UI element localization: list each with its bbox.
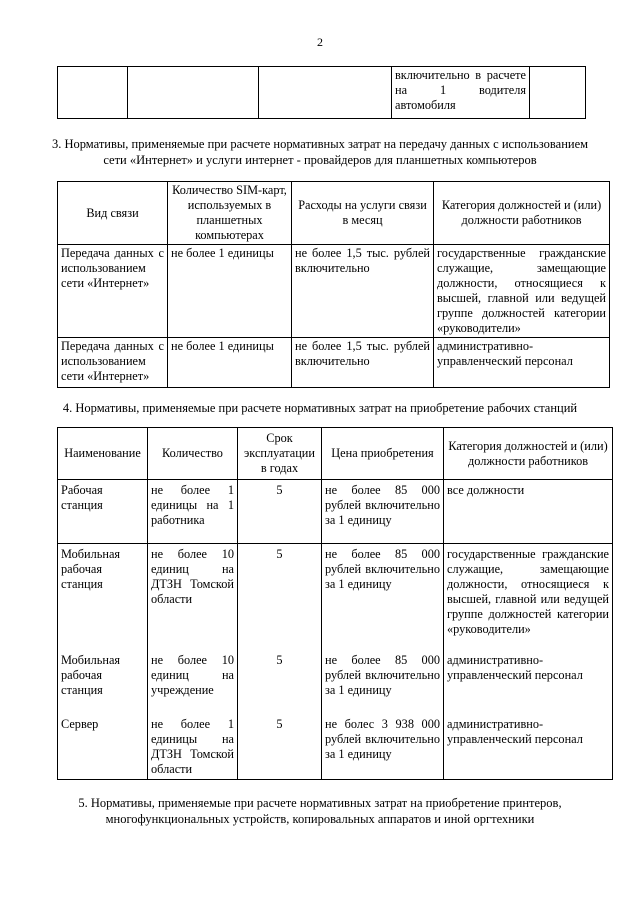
table-cell: не более 1 единицы на ДТЗН Томской области <box>148 716 238 780</box>
column-header: Количество SIM-карт, используемых в планшетных компьютерах <box>168 182 292 245</box>
table-cell: административно-управленческий персонал <box>444 652 613 716</box>
table-cell: не более 1 единицы на 1 работника <box>148 480 238 544</box>
table-cell: государственные гражданские служащие, замещающие должности, относящиеся к высшей, главной или ведущей группе должностей категории «руководители» <box>434 245 610 338</box>
table-cell: 5 <box>238 480 322 544</box>
table-cell: Сервер <box>58 716 148 780</box>
section4-table <box>57 427 613 780</box>
table-cell: включительно в расчете на 1 водителя автомобиля <box>392 67 530 119</box>
table-cell: не более 85 000 рублей включительно за 1 единицу <box>322 652 444 716</box>
section4-title: 4. Нормативы, применяемые при расчете нормативных затрат на приобретение рабочих станций <box>62 401 578 415</box>
table-cell: 5 <box>238 652 322 716</box>
table-cell: не более 85 000 рублей включительно за 1 единицу <box>322 480 444 544</box>
table-cell: Рабочая станция <box>58 480 148 544</box>
table-cell: административно-управленческий персонал <box>444 716 613 780</box>
table-cell: не более 1 единицы <box>168 245 292 338</box>
column-header: Категория должностей и (или) должности работников <box>434 182 610 245</box>
table-cell: все должности <box>444 480 613 544</box>
table-cell: не более 1 единицы <box>168 338 292 388</box>
table-cell: не более 10 единиц на ДТЗН Томской области <box>148 544 238 652</box>
column-header: Расходы на услуги связи в месяц <box>292 182 434 245</box>
table-cell: государственные гражданские служащие, замещающие должности, относящиеся к высшей, главной или ведущей группе должностей категории «руководители» <box>444 544 613 652</box>
table-cell: не более 10 единиц на учреждение <box>148 652 238 716</box>
table-cell <box>259 67 392 119</box>
table-cell: не более 1,5 тыс. рублей включительно <box>292 245 434 338</box>
table-cell: 5 <box>238 544 322 652</box>
column-header: Наименование <box>58 428 148 480</box>
table-cell: не более 1,5 тыс. рублей включительно <box>292 338 434 388</box>
column-header: Вид связи <box>58 182 168 245</box>
table-cell <box>128 67 259 119</box>
table-row <box>58 716 613 780</box>
table-row <box>58 338 610 388</box>
section5-title: 5. Нормативы, применяемые при расчете нормативных затрат на приобретение принтеров, многофункциональных устройств, копировальных аппаратов и иной оргтехники <box>78 796 562 826</box>
column-header: Категория должностей и (или) должности работников <box>444 428 613 480</box>
table-cell: Передача данных с использованием сети «Интернет» <box>58 245 168 338</box>
table-row <box>58 245 610 338</box>
table-cell <box>58 67 128 119</box>
table-cell: не более 85 000 рублей включительно за 1 единицу <box>322 544 444 652</box>
table-cell: 5 <box>238 716 322 780</box>
table-cell: Мобильная рабочая станция <box>58 544 148 652</box>
table-cell: Передача данных с использованием сети «Интернет» <box>58 338 168 388</box>
table-cell: административно-управленческий персонал <box>434 338 610 388</box>
table-cell: Мобильная рабочая станция <box>58 652 148 716</box>
column-header: Количество <box>148 428 238 480</box>
top-table <box>57 66 586 119</box>
column-header: Срок эксплуатации в годах <box>238 428 322 480</box>
section3-table <box>57 181 610 388</box>
column-header: Цена приобретения <box>322 428 444 480</box>
section3-title: 3. Нормативы, применяемые при расчете нормативных затрат на передачу данных с использованием сети «Интернет» и услуги интернет - провайдеров для планшетных компьютеров <box>51 137 589 167</box>
table-row <box>58 652 613 716</box>
table-row <box>58 480 613 544</box>
table-cell <box>530 67 586 119</box>
table-row <box>58 544 613 652</box>
page-number: 2 <box>317 35 323 49</box>
table-cell: не болес 3 938 000 рублей включительно за 1 единицу <box>322 716 444 780</box>
